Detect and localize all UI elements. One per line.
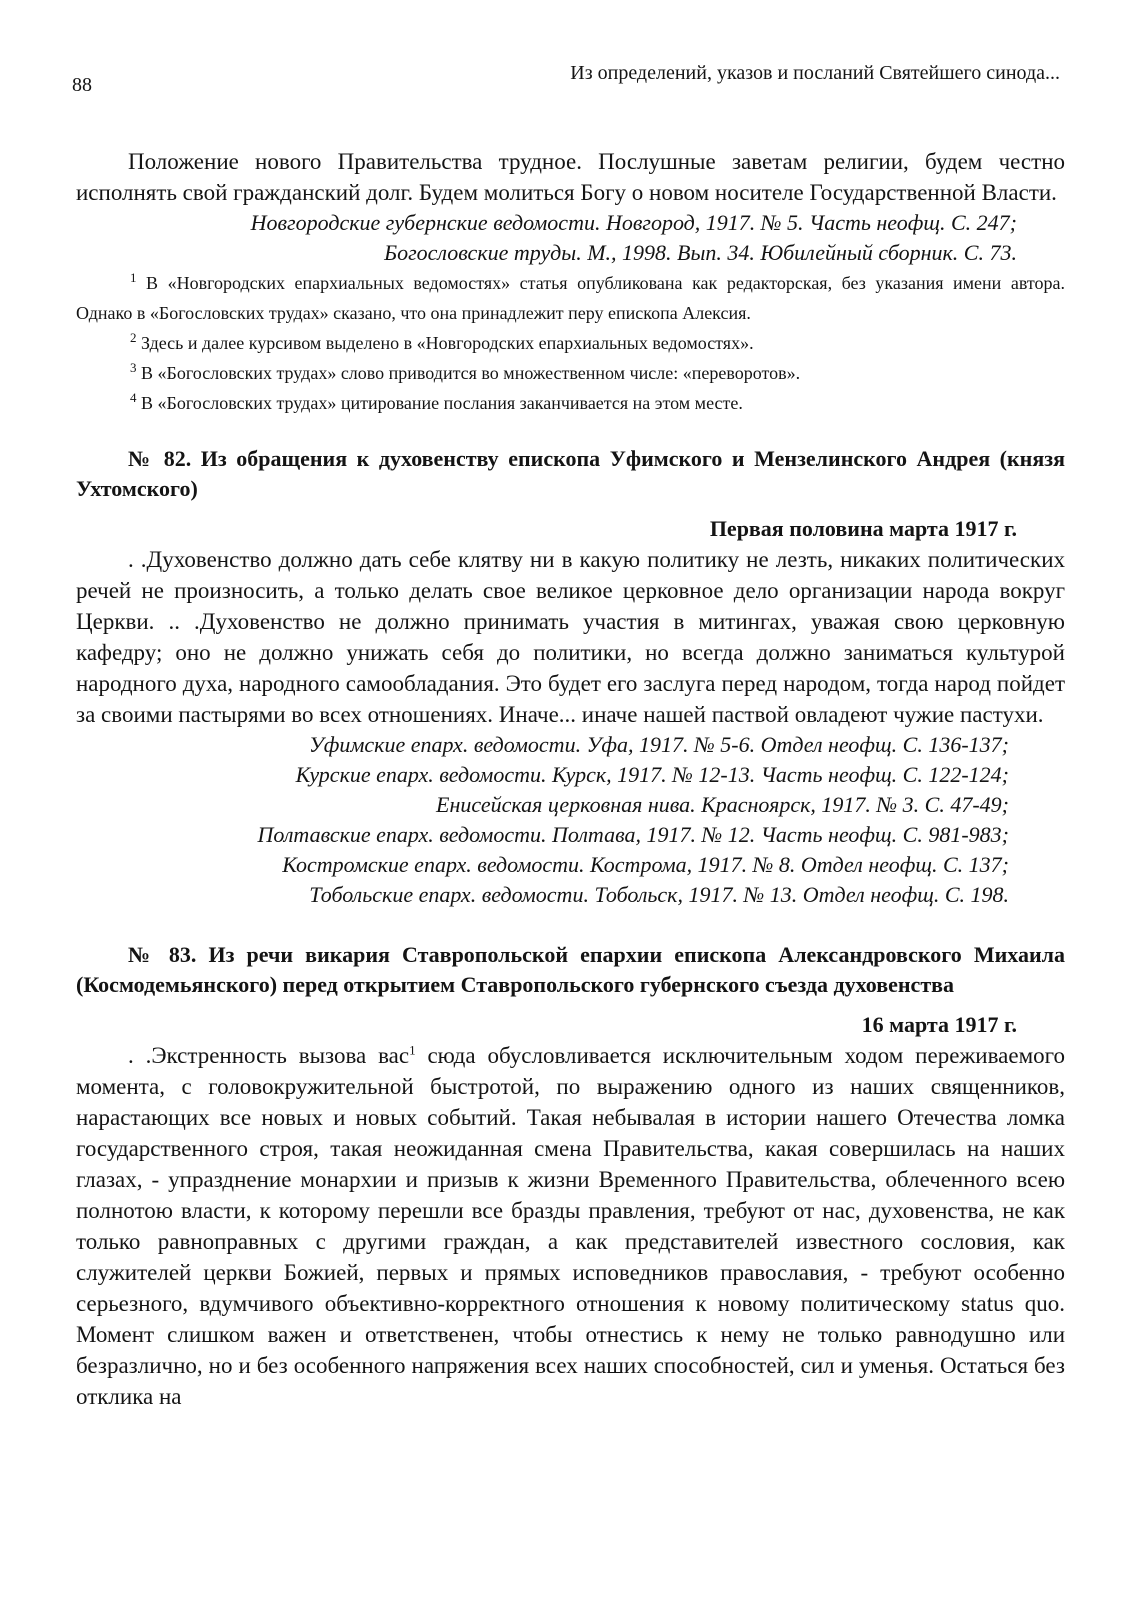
citation-line: Богословские труды. М., 1998. Вып. 34. Юбилейный сборник. С. 73.	[384, 240, 1017, 265]
footnote	[76, 358, 1065, 388]
footnote-text: Здесь и далее курсивом выделено в «Новгородских епархиальных ведомостях».	[141, 333, 754, 353]
footnote-mark: 2	[130, 330, 137, 345]
section-gap	[76, 418, 1065, 444]
section-gap	[76, 1000, 1065, 1010]
citation-line: Тобольские епарх. ведомости. Тобольск, 1917. № 13. Отдел неофщ. С. 198.	[309, 882, 1009, 907]
citation-line: Енисейская церковная нива. Красноярск, 1917. № 3. С. 47-49;	[436, 792, 1009, 817]
page-header	[72, 58, 1060, 98]
citation-line: Полтавские епарх. ведомости. Полтава, 1917. № 12. Часть неофщ. С. 981-983;	[257, 822, 1009, 847]
running-title: Из определений, указов и посланий Святейшего синода...	[570, 62, 1060, 84]
footnote	[76, 268, 1065, 328]
citation-line: Уфимские епарх. ведомости. Уфа, 1917. № 5-6. Отдел неофщ. С. 136-137;	[308, 732, 1009, 757]
document-83-date: 16 марта 1917 г.	[861, 1012, 1017, 1037]
page-content	[76, 146, 1065, 1412]
document-83-text-rest: сюда обусловливается исключительным ходом переживаемого момента, с головокружительной быстротой, по выражению одного из наших священников, нарастающих все новых и новых событий. Такая небывалая в истории нашего Отечества ломка государственного строя, такая неожиданная смена Правительства, какая совершилась на наших глазах, - упразднение монархии и призыв к жизни Временного Правительства, облеченного всею полнотою власти, к которому перешли все бразды правления, требуют от нас, духовенства, не как только равноправных с другими граждан, а как представителей известного сословия, как служителей церкви Божией, первых и прямых исповедников православия, - требуют особенно серьезного, вдумчивого объективно-корректного отношения к новому политическому status quo. Момент слишком важен и ответственен, чтобы отнестись к нему не только равнодушно или безразлично, но и без особенного напряжения всех наших способностей, сил и уменья. Остаться без отклика на	[76, 1043, 1065, 1409]
document-82-date: Первая половина марта 1917 г.	[709, 516, 1017, 541]
footnote-text: В «Новгородских епархиальных ведомостях» статья опубликована как редакторская, без указания имени автора. Однако в «Богословских трудах» сказано, что она принадлежит перу епископа Алексия.	[76, 273, 1066, 323]
citation-line: Новгородские губернские ведомости. Новгород, 1917. № 5. Часть неофщ. С. 247;	[250, 210, 1017, 235]
intro-paragraph: Положение нового Правительства трудное. Послушные заветам религии, будем честно исполнять свой гражданский долг. Будем молиться Богу о новом носителе Государственной Власти.	[76, 149, 1065, 205]
citation-line: Костромские епарх. ведомости. Кострома, 1917. № 8. Отдел неофщ. С. 137;	[282, 852, 1009, 877]
citation-line: Курские епарх. ведомости. Курск, 1917. № 12-13. Часть неофщ. С. 122-124;	[295, 762, 1009, 787]
document-82-title: № 82. Из обращения к духовенству епископа Уфимского и Мензелинского Андрея (князя Ухтомского)	[76, 446, 1065, 501]
footnote-mark: 1	[130, 270, 137, 285]
footnote-text: В «Богословских трудах» слово приводится во множественном числе: «переворотов».	[141, 363, 801, 383]
document-83-text	[76, 1040, 1065, 1412]
footnote-reference: 1	[409, 1042, 416, 1058]
footnote	[76, 328, 1065, 358]
footnote-mark: 4	[130, 390, 137, 405]
footnote-mark: 3	[130, 360, 137, 375]
footnote-text: В «Богословских трудах» цитирование послания заканчивается на этом месте.	[141, 393, 743, 413]
section-gap	[76, 504, 1065, 514]
document-83-text-start: . .Экстренность вызова вас	[128, 1043, 410, 1068]
footnote	[76, 388, 1065, 418]
section-gap	[76, 910, 1065, 940]
document-82-text: . .Духовенство должно дать себе клятву ни в какую политику не лезть, никаких политических речей не произносить, а только делать свое великое церковное дело организации народа вокруг Церкви. .. .Духовенство не должно принимать участия в митингах, уважая свою церковную кафедру; оно не должно унижать себя до политики, но всегда должно заниматься культурой народного духа, народного самообладания. Это будет его заслуга перед народом, тогда народ пойдет за своими пастырями во всех отношениях. Иначе... иначе нашей паствой овладеют чужие пастухи.	[76, 547, 1065, 727]
page-number: 88	[72, 74, 92, 96]
document-83-title: № 83. Из речи викария Ставропольской епархии епископа Александровского Михаила (Космодемьянского) перед открытием Ставропольского губернского съезда духовенства	[76, 942, 1065, 997]
